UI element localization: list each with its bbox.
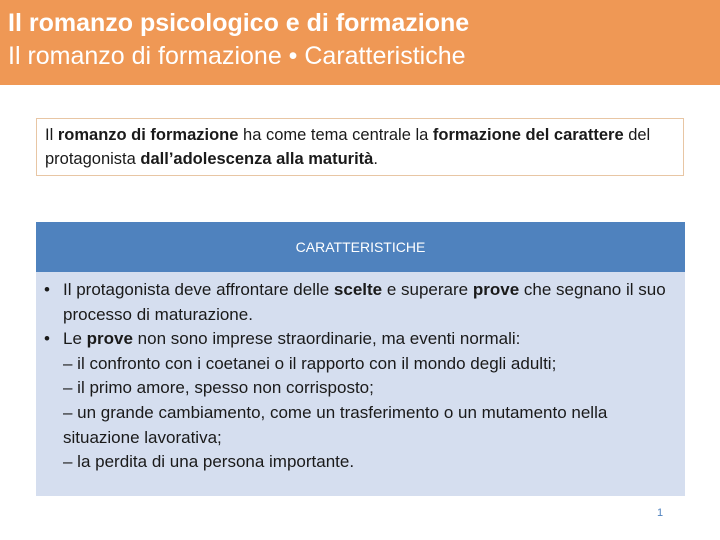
page-number: 1 [656,507,664,519]
bullet-text: non sono imprese straordinarie, ma eventi normali: [132,329,521,349]
intro-definition-box [36,118,684,176]
intro-bold-term: romanzo di formazione [57,126,239,144]
bullet-bold-term: scelte [333,280,383,299]
slide-subtitle: Il romanzo di formazione • Caratteristiche [8,42,466,70]
characteristics-heading: CARATTERISTICHE [36,222,685,272]
slide-header [0,0,720,85]
slide-title: Il romanzo psicologico e di formazione [8,9,470,37]
bullet-icon: • [44,280,50,299]
intro-text: ha come tema centrale la [238,126,433,144]
characteristics-list [36,278,685,475]
intro-bold-term: formazione del carattere [432,126,624,144]
bullet-text: e superare [382,280,473,299]
intro-text: del protagonista [45,126,651,168]
intro-text: Il [45,126,58,144]
bullet-bold-term: prove [472,280,520,299]
sub-item: – un grande cambiamento, come un trasferimento o un mutamento nella situazione lavorativa; [63,402,608,447]
bullet-text: Il protagonista deve affrontare delle [63,280,334,299]
sub-item: – il confronto con i coetanei o il rapporto con il mondo degli adulti; [63,353,557,373]
sub-item: – il primo amore, spesso non corrisposto; [63,378,374,398]
intro-text: . [373,150,378,168]
bullet-icon: • [44,329,50,349]
sub-item: – la perdita di una persona importante. [63,452,355,472]
bullet-text: che segnano il suo processo di maturazione. [63,280,666,324]
bullet-bold-term: prove [86,329,133,349]
intro-bold-term: dall’adolescenza alla maturità [140,150,374,168]
characteristics-panel [36,222,685,496]
bullet-text: Le [63,329,87,349]
list-item [36,327,685,475]
list-item [36,278,685,327]
